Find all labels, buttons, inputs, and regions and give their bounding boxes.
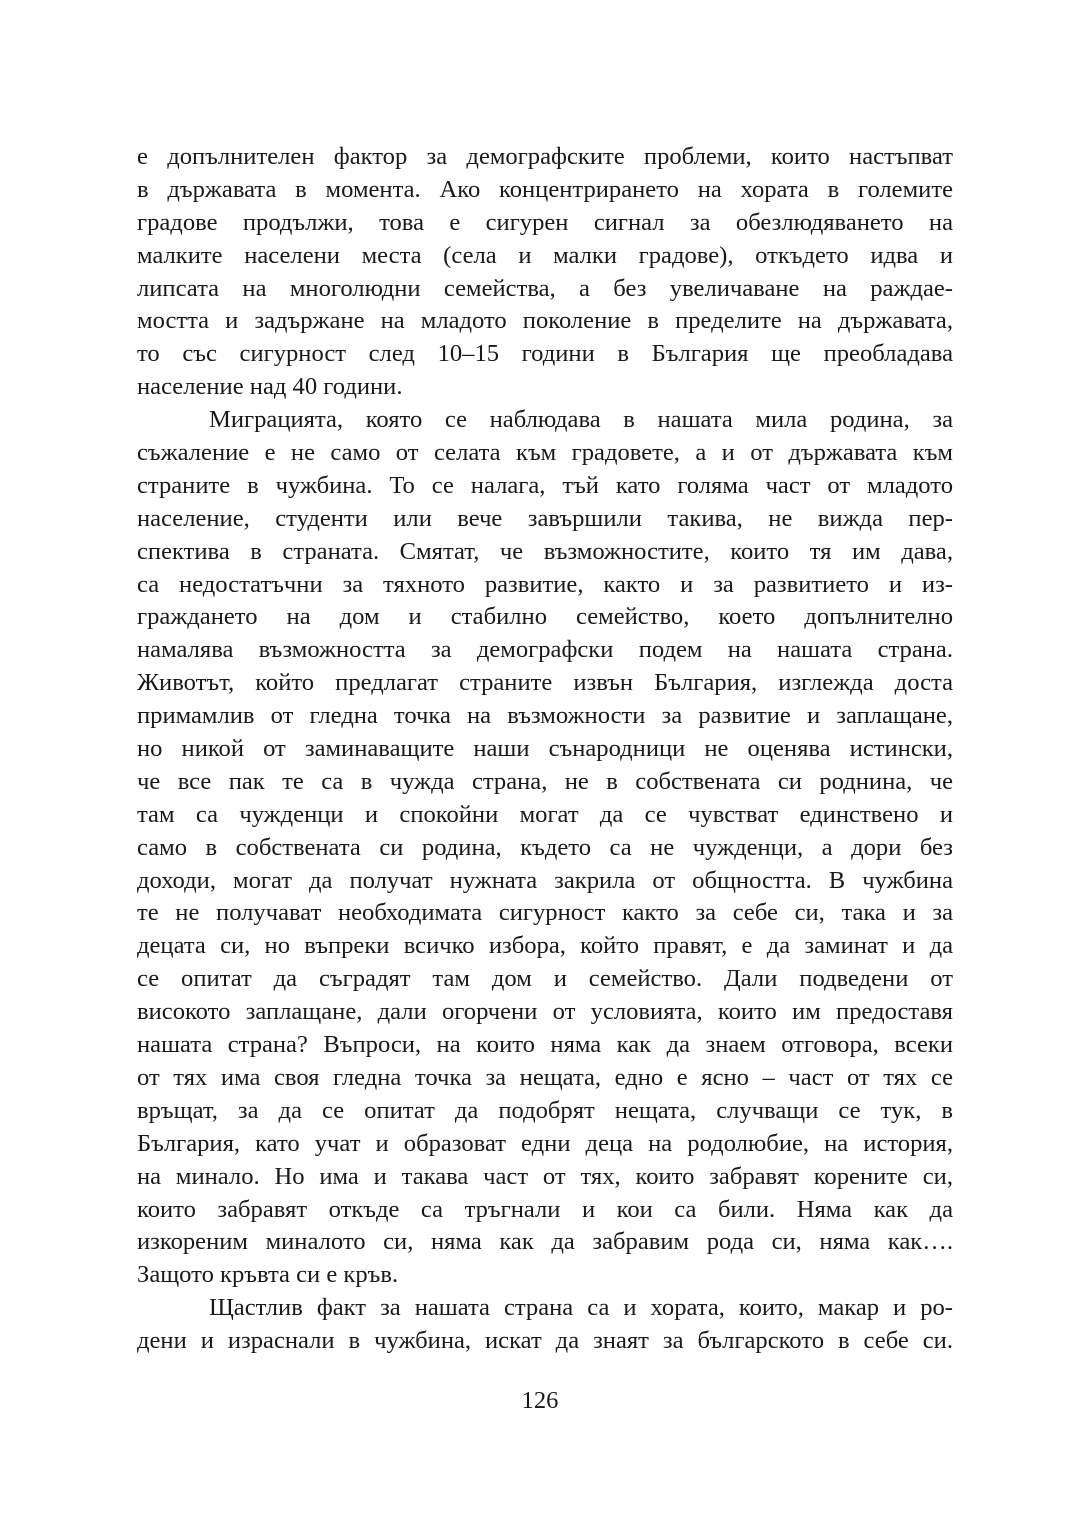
text-line: градове продължи, това е сигурен сигнал за обезлюдяването на — [137, 208, 953, 236]
text-line: нашата страна? Въпроси, на които няма как да знаем отговора, всеки — [137, 1031, 953, 1059]
text-line: само в собствената си родина, където са не чужденци, а дори без — [137, 833, 953, 861]
text-line: Защото кръвта си е кръв. — [137, 1261, 399, 1289]
text-line: липсата на многолюдни семейства, а без увеличаване на раждае- — [137, 274, 953, 302]
text-line: които забравят откъде са тръгнали и кои са били. Няма как да — [137, 1195, 953, 1223]
text-line: връщат, за да се опитат да подобрят нещата, случващи се тук, в — [137, 1096, 953, 1124]
text-line: са недостатъчни за тяхното развитие, както и за развитието и из- — [137, 570, 953, 598]
body-text — [137, 141, 953, 1358]
text-line: в държавата в момента. Ако концентрирането на хората в големите — [137, 175, 953, 203]
text-line: от тях има своя гледна точка за нещата, едно е ясно – част от тях се — [137, 1063, 953, 1091]
text-line: те не получават необходимата сигурност както за себе си, така и за — [137, 899, 953, 927]
text-line: население, студенти или вече завършили такива, не вижда пер- — [137, 504, 953, 532]
text-line: високото заплащане, дали огорчени от условията, които им предоставя — [137, 998, 953, 1026]
text-line: изкореним миналото си, няма как да забравим рода си, няма как…. — [137, 1228, 953, 1256]
text-line: но никой от заминаващите наши сънародници не оценява истински, — [137, 735, 953, 763]
text-line: то със сигурност след 10–15 години в България ще преобладава — [137, 340, 953, 368]
page-number: 126 — [521, 1387, 559, 1414]
text-line: че все пак те са в чужда страна, не в собствената си роднина, че — [137, 767, 953, 795]
text-line: децата си, но въпреки всичко избора, който правят, е да заминат и да — [137, 932, 953, 960]
text-line: намалява възможността за демографски подем на нашата страна. — [137, 636, 953, 664]
text-line: спектива в страната. Смятат, че възможностите, които тя им дава, — [137, 537, 953, 565]
text-line: се опитат да съградят там дом и семейство. Дали подведени от — [137, 965, 953, 993]
paragraph-start-line: Щастлив факт за нашата страна са и хората, които, макар и ро- — [209, 1294, 953, 1322]
paragraph-start-line: Миграцията, която се наблюдава в нашата мила родина, за — [209, 406, 953, 434]
text-line: граждането на дом и стабилно семейство, което допълнително — [137, 603, 953, 631]
text-line: население над 40 години. — [137, 373, 403, 401]
text-line: там са чужденци и спокойни могат да се чувстват единствено и — [137, 800, 953, 828]
text-line: доходи, могат да получат нужната закрила от общността. В чужбина — [137, 866, 953, 894]
text-line: мостта и задържане на младото поколение в пределите на държавата, — [137, 307, 953, 335]
text-line: примамлив от гледна точка на възможности за развитие и заплащане, — [137, 702, 953, 730]
text-line: съжаление е не само от селата към градовете, а и от държавата към — [137, 439, 953, 467]
text-line: България, като учат и образоват едни деца на родолюбие, на история, — [137, 1129, 953, 1157]
text-line: е допълнителен фактор за демографските проблеми, които настъпват — [137, 143, 953, 170]
text-line: на минало. Но има и такава част от тях, които забравят корените си, — [137, 1162, 953, 1190]
text-line: страните в чужбина. То се налага, тъй като голяма част от младото — [137, 471, 953, 499]
text-line: дени и израснали в чужбина, искат да знаят за българското в себе си. — [137, 1327, 953, 1355]
text-line: Животът, който предлагат страните извън България, изглежда доста — [137, 669, 953, 697]
text-line: малките населени места (села и малки градове), откъдето идва и — [137, 241, 953, 269]
